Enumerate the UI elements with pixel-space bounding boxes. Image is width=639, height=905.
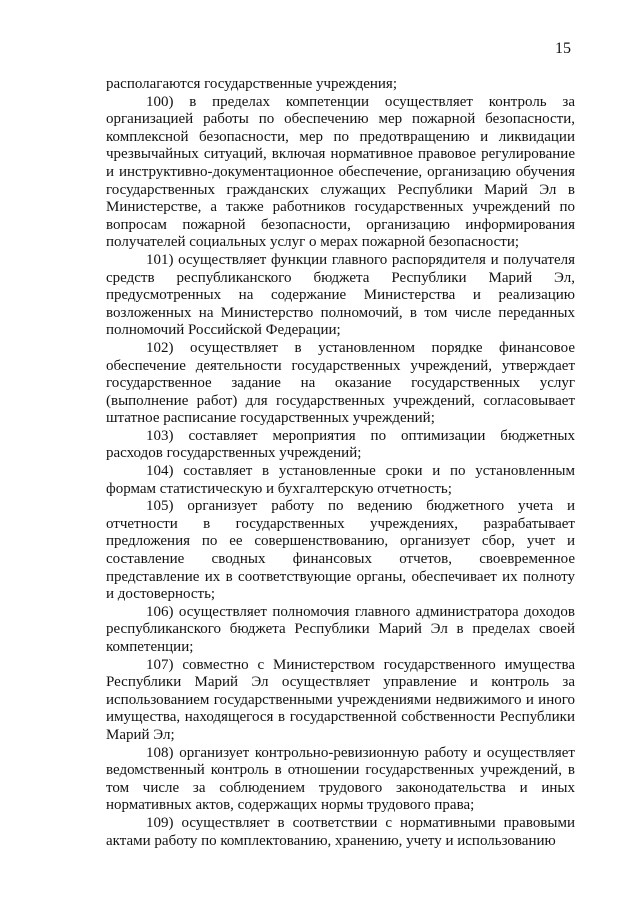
page-number: 15: [555, 40, 571, 57]
paragraph-text: составляет мероприятия по оптимизации бюджетных расходов государственных учреждений;: [106, 427, 575, 462]
item-number: 101): [146, 251, 179, 268]
paragraph-text: осуществляет в установленном порядке финансовое обеспечение деятельности государственных учреждений, утверждает государственное задание на оказание государственных услуг (выполнение работ) для государственных учреждений, согласовывает штатное расписание государственных учреждений;: [106, 339, 575, 427]
paragraph-0: [106, 76, 575, 94]
paragraph-text: осуществляет функции главного распорядителя и получателя средств республиканского бюджета Республики Марий Эл, предусмотренных на содержание Министерства и реализацию возложенных на Министерство полномочий, в том числе переданных полномочий Российской Федерации;: [106, 251, 576, 339]
paragraph-104: [106, 463, 575, 498]
item-number: 106): [146, 603, 179, 620]
paragraph-text: составляет в установленные сроки и по установленным формам статистическую и бухгалтерскую отчетность;: [106, 463, 576, 497]
paragraph-text: организует контрольно-ревизионную работу и осуществляет ведомственный контроль в отношении государственных учреждений, в том числе за соблюдением трудового законодательства и иных нормативных актов, содержащих нормы трудового права;: [106, 744, 575, 814]
paragraph-105: [106, 498, 575, 604]
item-number: 108): [146, 744, 180, 761]
item-number: 100): [146, 93, 190, 110]
item-number: 109): [146, 814, 182, 831]
paragraph-text: совместно с Министерством государственного имущества Республики Марий Эл осуществляет управление и контроль за использованием государственными учреждениями недвижимого и иного имущества, находящегося в государственной собственности Республики Марий Эл;: [106, 656, 575, 743]
item-number: 107): [146, 656, 183, 673]
paragraph-106: [106, 604, 575, 657]
paragraph-text: в пределах компетенции осуществляет контроль за организацией работы по обеспечению мер пожарной безопасности, комплексной безопасности, мер по предотвращению и ликвидации чрезвычайных ситуаций, включая нормативное правовое регулирование и инструктивно-документационное обеспечение, организацию обучения государственных гражданских служащих Республики Марий Эл в Министерстве, а также работников государственных учреждений по вопросам пожарной безопасности, организацию информирования получателей социальных услуг о мерах пожарной безопасности;: [106, 93, 576, 251]
paragraph-108: [106, 745, 575, 815]
paragraph-100: [106, 94, 575, 252]
paragraph-text: организует работу по ведению бюджетного учета и отчетности в государственных учреждениях, разрабатывает предложения по ее совершенствованию, организует сбор, учет и составление сводных финансовых отчетов, своевременное представление их в соответствующие органы, обеспечивает их полноту и достоверность;: [106, 498, 575, 603]
document-body: [106, 76, 575, 850]
paragraph-107: [106, 657, 575, 745]
paragraph-101: [106, 252, 575, 340]
paragraph-102: [106, 340, 575, 428]
paragraph-109: [106, 815, 575, 850]
paragraph-text: располагаются государственные учреждения;: [106, 76, 397, 92]
paragraph-103: [106, 428, 575, 463]
item-number: 105): [146, 498, 188, 515]
paragraph-text: осуществляет в соответствии с нормативными правовыми актами работу по комплектованию, хранению, учету и использованию: [106, 814, 576, 849]
paragraph-text: осуществляет полномочия главного администратора доходов республиканского бюджета Республики Марий Эл в пределах своей компетенции;: [106, 603, 575, 655]
item-number: 104): [146, 463, 184, 480]
item-number: 103): [146, 427, 189, 444]
item-number: 102): [146, 339, 190, 356]
